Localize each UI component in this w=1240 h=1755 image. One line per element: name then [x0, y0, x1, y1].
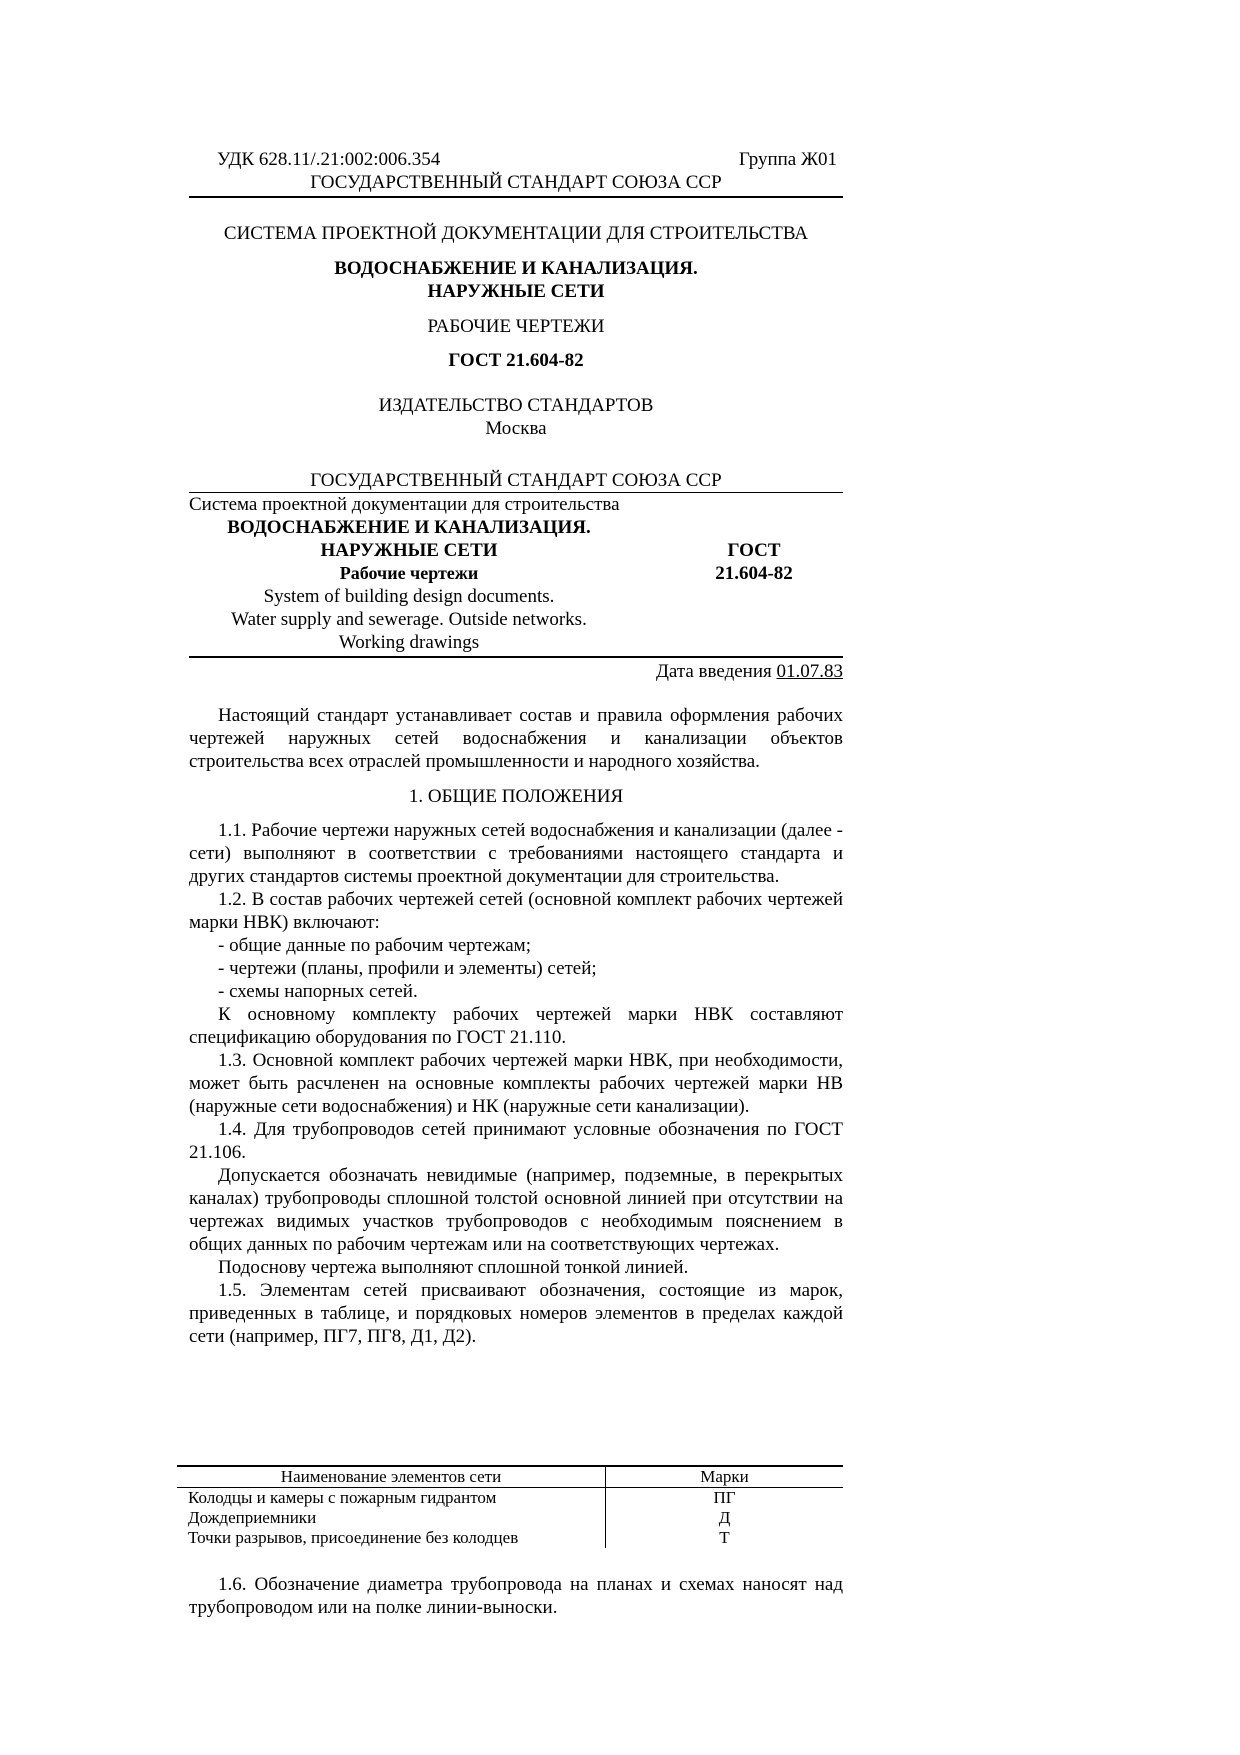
- cover-subtitle: РАБОЧИЕ ЧЕРТЕЖИ: [427, 316, 605, 337]
- table-row: [177, 1528, 843, 1548]
- table-header-name: Наименование элементов сети: [177, 1466, 606, 1488]
- marks-table: [177, 1465, 843, 1548]
- paragraph-1-4b: Допускается обозначать невидимые (например, подземные, в перекрытых каналах) трубопроводы сплошной толстой основной линией при отсутствии на чертежах видимых участков трубопроводов с необходимым пояснением в общих данных по рабочим чертежам или на соответствующих чертежах.: [189, 1165, 843, 1255]
- group-code: Группа Ж01: [738, 149, 837, 170]
- title-block-en1: System of building design documents.: [263, 586, 555, 607]
- table-cell-mark: Д: [718, 1508, 731, 1527]
- header-standard-title: ГОСУДАРСТВЕННЫЙ СТАНДАРТ СОЮЗА ССР: [310, 172, 722, 193]
- title-block-bottom-divider: [189, 656, 843, 658]
- title-block-gost-number: 21.604-82: [715, 563, 793, 584]
- marks-table-wrapper: [177, 1465, 843, 1548]
- section-heading: 1. ОБЩИЕ ПОЛОЖЕНИЯ: [408, 786, 624, 807]
- introduction-date: [189, 660, 843, 683]
- table-header-mark: Марки: [700, 1467, 749, 1486]
- header-divider: [189, 196, 843, 198]
- cover-publisher: ИЗДАТЕЛЬСТВО СТАНДАРТОВ: [378, 395, 654, 416]
- paragraph-1-6: 1.6. Обозначение диаметра трубопровода на планах и схемах наносят над трубопроводом или на полке линии-выноски.: [189, 1574, 843, 1618]
- table-cell-name: Колодцы и камеры с пожарным гидрантом: [177, 1488, 606, 1509]
- intro-paragraph: Настоящий стандарт устанавливает состав и правила оформления рабочих чертежей наружных сетей водоснабжения и канализации объектов строительства всех отраслей промышленности и народного хозяйства.: [189, 705, 843, 772]
- title-block: [189, 469, 843, 683]
- paragraph-1-4: 1.4. Для трубопроводов сетей принимают условные обозначения по ГОСТ 21.106.: [189, 1119, 843, 1163]
- list-item: - чертежи (планы, профили и элементы) сетей;: [218, 958, 597, 979]
- title-block-line2: НАРУЖНЫЕ СЕТИ: [320, 540, 498, 561]
- title-block-en2: Water supply and sewerage. Outside networks.: [231, 609, 587, 630]
- title-block-en3: Working drawings: [338, 632, 480, 653]
- cover-title-line1: ВОДОСНАБЖЕНИЕ И КАНАЛИЗАЦИЯ.: [334, 258, 698, 279]
- table-row: [177, 1508, 843, 1528]
- cover-system: СИСТЕМА ПРОЕКТНОЙ ДОКУМЕНТАЦИИ ДЛЯ СТРОИТЕЛЬСТВА: [223, 223, 809, 244]
- table-cell-name: Дождеприемники: [177, 1508, 606, 1528]
- document-body-end: [189, 1573, 843, 1619]
- date-label: Дата введения: [655, 661, 772, 682]
- paragraph-1-3: 1.3. Основной комплект рабочих чертежей марки НВК, при необходимости, может быть расчленен на основные комплекты рабочих чертежей марки НВ (наружные сети водоснабжения) и НК (наружные сети канализации).: [189, 1050, 843, 1117]
- cover-title-line2: НАРУЖНЫЕ СЕТИ: [427, 281, 605, 302]
- document-header: [189, 148, 843, 198]
- paragraph-1-1: 1.1. Рабочие чертежи наружных сетей водоснабжения и канализации (далее - сети) выполняют в соответствии с требованиями настоящего стандарта и других стандартов системы проектной документации для строительства.: [189, 820, 843, 887]
- cover-city: Москва: [485, 418, 547, 439]
- title-block-line3: Рабочие чертежи: [339, 563, 479, 583]
- cover-gost: ГОСТ 21.604-82: [448, 350, 584, 371]
- title-block-gost-label: ГОСТ: [727, 540, 781, 561]
- date-value: 01.07.83: [776, 661, 843, 682]
- paragraph-1-2: 1.2. В состав рабочих чертежей сетей (основной комплект рабочих чертежей марки НВК) включают:: [189, 889, 843, 933]
- title-block-line1: ВОДОСНАБЖЕНИЕ И КАНАЛИЗАЦИЯ.: [227, 517, 591, 538]
- table-cell-name: Точки разрывов, присоединение без колодцев: [177, 1528, 606, 1548]
- table-row: [177, 1488, 843, 1509]
- list-item: - схемы напорных сетей.: [218, 981, 418, 1002]
- paragraph-1-5: 1.5. Элементам сетей присваивают обозначения, состоящие из марок, приведенных в таблице, и порядковых номеров элементов в пределах каждой сети (например, ПГ7, ПГ8, Д1, Д2).: [189, 1280, 843, 1347]
- title-block-system: Система проектной документации для строительства: [189, 494, 620, 515]
- table-cell-mark: ПГ: [713, 1488, 736, 1507]
- paragraph-1-4c: Подоснову чертежа выполняют сплошной тонкой линией.: [218, 1257, 689, 1278]
- list-item: - общие данные по рабочим чертежам;: [218, 935, 531, 956]
- title-block-standard: ГОСУДАРСТВЕННЫЙ СТАНДАРТ СОЮЗА ССР: [310, 470, 722, 491]
- document-body: [189, 704, 843, 1348]
- table-cell-mark: Т: [719, 1528, 730, 1547]
- udk-code: УДК 628.11/.21:002:006.354: [217, 149, 441, 170]
- cover-block: [189, 222, 843, 440]
- paragraph-1-2b: К основному комплекту рабочих чертежей марки НВК составляют спецификацию оборудования по ГОСТ 21.110.: [189, 1004, 843, 1048]
